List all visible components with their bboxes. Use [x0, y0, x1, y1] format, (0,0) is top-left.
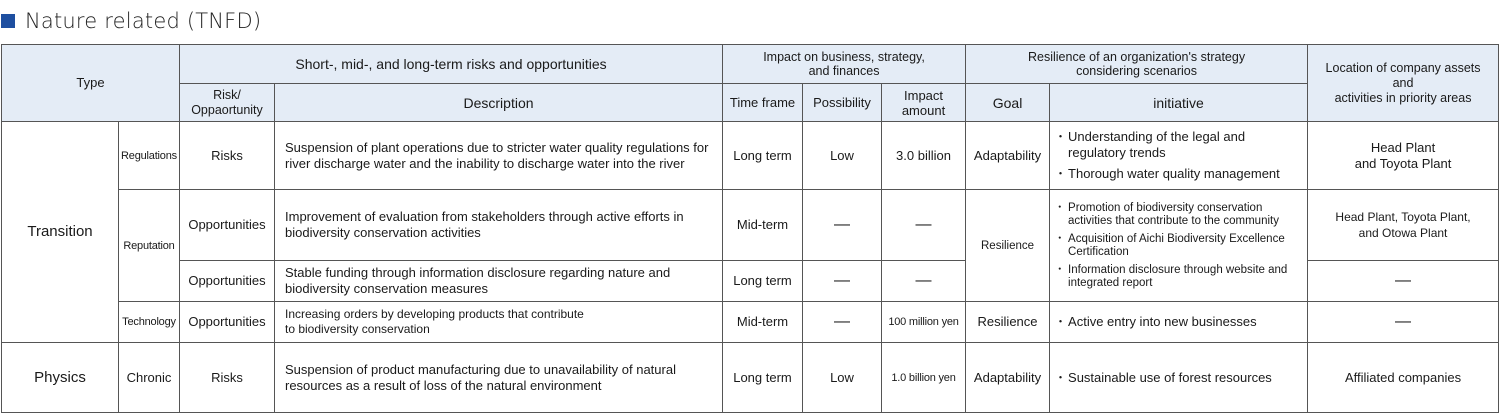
risk-opportunity-cell: Opportunities — [180, 302, 275, 343]
location-cell: Head Plant and Toyota Plant — [1308, 122, 1499, 190]
header-time-frame: Time frame — [723, 84, 803, 122]
possibility-cell: — — [803, 190, 882, 261]
time-frame-cell: Long term — [723, 343, 803, 413]
possibility-cell: — — [803, 261, 882, 302]
initiative-item: ・ Acquisition of Aichi Biodiversity Excellence Certification — [1056, 233, 1301, 259]
goal-cell: Adaptability — [966, 122, 1050, 190]
time-frame-cell: Mid-term — [723, 190, 803, 261]
table-row — [2, 122, 1499, 190]
description-cell: Increasing orders by developing products that contribute to biodiversity conservation — [275, 302, 723, 343]
initiative-cell — [1050, 122, 1308, 190]
heading-marker-icon — [1, 14, 15, 28]
header-risk-opportunity: Risk/ Oppaortunity — [180, 84, 275, 122]
page-title: Nature related (TNFD) — [25, 9, 262, 33]
initiative-item: ・ Information disclosure through website and integrated report — [1056, 264, 1301, 290]
time-frame-cell: Long term — [723, 261, 803, 302]
table-row — [2, 190, 1499, 261]
header-location: Location of company assets and activities in priority areas — [1308, 45, 1499, 122]
possibility-cell: — — [803, 302, 882, 343]
initiative-item: ・ Understanding of the legal and regulatory trends — [1056, 129, 1301, 161]
table-row — [2, 302, 1499, 343]
initiative-cell — [1050, 302, 1308, 343]
header-impact-amount: Impact amount — [882, 84, 966, 122]
header-impact: Impact on business, strategy, and finances — [723, 45, 966, 84]
header-initiative: initiative — [1050, 84, 1308, 122]
header-type: Type — [2, 45, 180, 122]
initiative-item: ・ Promotion of biodiversity conservation activities that contribute to the community — [1056, 202, 1301, 228]
impact-amount-cell: 3.0 billion — [882, 122, 966, 190]
location-cell: — — [1308, 302, 1499, 343]
risk-opportunity-cell: Risks — [180, 343, 275, 413]
subtype-cell: Regulations — [119, 122, 180, 190]
subtype-cell: Reputation — [119, 190, 180, 302]
header-possibility: Possibility — [803, 84, 882, 122]
description-cell: Improvement of evaluation from stakeholders through active efforts in biodiversity conservation activities — [275, 190, 723, 261]
subtype-cell: Technology — [119, 302, 180, 343]
header-description: Description — [275, 84, 723, 122]
location-cell: — — [1308, 261, 1499, 302]
time-frame-cell: Long term — [723, 122, 803, 190]
group-physics: Physics — [2, 343, 119, 413]
initiative-item: ・ Thorough water quality management — [1056, 166, 1301, 182]
section-heading — [0, 6, 261, 36]
header-resilience: Resilience of an organization's strategy considering scenarios — [966, 45, 1308, 84]
impact-amount-cell: 1.0 billion yen — [882, 343, 966, 413]
goal-cell: Resilience — [966, 302, 1050, 343]
initiative-item: ・ Active entry into new businesses — [1056, 314, 1301, 330]
subtype-cell: Chronic — [119, 343, 180, 413]
tnfd-table — [1, 44, 1499, 413]
description-cell: Stable funding through information disclosure regarding nature and biodiversity conservation measures — [275, 261, 723, 302]
possibility-cell: Low — [803, 343, 882, 413]
risk-opportunity-cell: Risks — [180, 122, 275, 190]
header-risks-opportunities: Short-, mid-, and long-term risks and opportunities — [180, 45, 723, 84]
initiative-cell — [1050, 190, 1308, 302]
impact-amount-cell: — — [882, 261, 966, 302]
risk-opportunity-cell: Opportunities — [180, 261, 275, 302]
possibility-cell: Low — [803, 122, 882, 190]
impact-amount-cell: — — [882, 190, 966, 261]
goal-cell: Resilience — [966, 190, 1050, 302]
time-frame-cell: Mid-term — [723, 302, 803, 343]
goal-cell: Adaptability — [966, 343, 1050, 413]
group-transition: Transition — [2, 122, 119, 343]
description-cell: Suspension of product manufacturing due to unavailability of natural resources as a result of loss of the natural environment — [275, 343, 723, 413]
initiative-cell — [1050, 343, 1308, 413]
impact-amount-cell: 100 million yen — [882, 302, 966, 343]
location-cell: Affiliated companies — [1308, 343, 1499, 413]
header-goal: Goal — [966, 84, 1050, 122]
description-cell: Suspension of plant operations due to stricter water quality regulations for river discharge water and the inability to discharge water into the river — [275, 122, 723, 190]
risk-opportunity-cell: Opportunities — [180, 190, 275, 261]
location-cell: Head Plant, Toyota Plant, and Otowa Plant — [1308, 190, 1499, 261]
initiative-item: ・ Sustainable use of forest resources — [1056, 370, 1301, 386]
table-row — [2, 343, 1499, 413]
